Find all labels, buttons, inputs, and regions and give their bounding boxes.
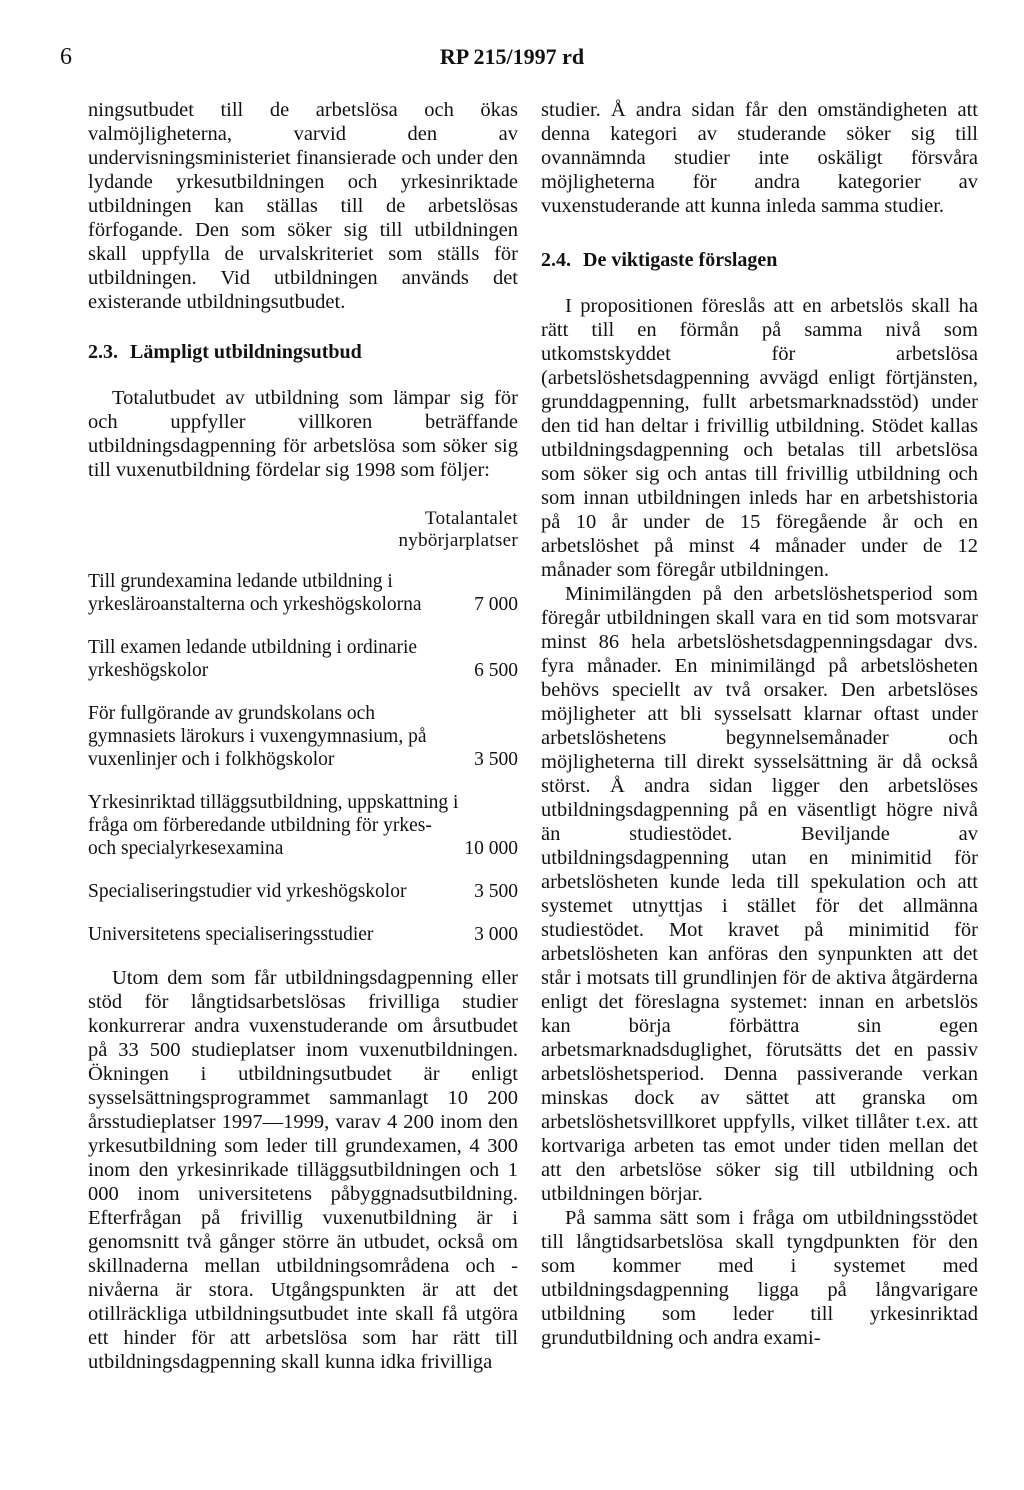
row-label-line: Yrkesinriktad tilläggsutbildning, uppskattning i [88, 792, 459, 813]
row-value: 6 500 [474, 660, 518, 681]
section-title: De viktigaste förslagen [583, 249, 778, 271]
right-column [541, 98, 978, 1350]
section-heading-2-3 [88, 340, 518, 364]
table-row [88, 791, 518, 860]
table-row [88, 702, 518, 771]
row-value: 7 000 [474, 594, 518, 615]
row-label-line: yrkesläroanstalterna och yrkeshögskolorna [88, 594, 422, 615]
row-label-line: Specialiseringstudier vid yrkeshögskolor [88, 881, 407, 902]
table-header [88, 508, 518, 552]
table-row [88, 880, 518, 903]
section-title: Lämpligt utbildningsutbud [130, 341, 362, 363]
row-value: 3 500 [474, 749, 518, 770]
section-number: 2.4. [541, 249, 571, 271]
intro-paragraph: ningsutbudet till de arbetslösa och ökas valmöjligheterna, varvid den av undervisningsministeriet finansierade och under den lydande yrkesutbildningen och yrkesinriktade utbildningen kan ställas till de arbetslösas förfogande. Den som söker sig till utbildningen skall uppfylla de urvalskriteriet som ställs för utbildningen. Vid utbildningen används det existerande utbildningsutbudet. [88, 99, 518, 313]
page-header-title: RP 215/1997 rd [439, 44, 585, 69]
section-number: 2.3. [88, 341, 118, 363]
row-label-line: gymnasiets lärokurs i vuxengymnasium, på [88, 726, 427, 747]
row-label-line: och specialyrkesexamina [88, 838, 284, 859]
row-label-line: fråga om förberedande utbildning för yrkes- [88, 815, 432, 836]
row-value: 10 000 [464, 838, 518, 859]
row-label-line: Till grundexamina ledande utbildning i [88, 571, 393, 592]
section-paragraph: Totalutbudet av utbildning som lämpar sig för och uppfyller villkoren beträffande utbildningsdagpenning för arbetslösa som söker sig till vuxenutbildning fördelar sig 1998 som följer: [88, 387, 518, 481]
continuation-paragraph: studier. Å andra sidan får den omständigheten att denna kategori av studerande söker sig till ovannämnda studier inte oskäligt försvåra möjligheterna för andra kategorier av vuxenstuderande att kunna inleda samma studier. [541, 99, 978, 217]
enrollment-table [88, 570, 518, 946]
row-label-line: Universitetens specialiseringsstudier [88, 924, 374, 945]
closing-paragraph: Utom dem som får utbildningsdagpenning eller stöd för långtidsarbetslösas frivilliga studier konkurrerar andra vuxenstuderande om årsutbudet på 33 500 studieplatser inom vuxenutbildningen. Ökningen i utbildningsutbudet är enligt sysselsättningsprogrammet sammanlagt 10 200 årsstudieplatser 1997—1999, varav 4 200 inom den yrkesutbildning som leder till grundexamen, 4 300 inom den yrkesinrikade tilläggsutbildningen och 1 000 inom universitetens påbyggnadsutbildning. Efterfrågan på frivillig vuxenutbildning är i genomsnitt två gånger större än utbudet, också om skillnaderna mellan utbildningsområdena och -nivåerna är stora. Utgångspunkten är att det otillräckliga utbildningsutbudet inte skall få utgöra ett hinder för att arbetslösa som har rätt till utbildningsdagpenning skall kunna idka frivilliga [88, 967, 518, 1373]
table-header-line: Totalantalet [424, 508, 518, 529]
row-value: 3 500 [474, 881, 518, 902]
section-heading-2-4 [541, 248, 978, 272]
row-label-line: vuxenlinjer och i folkhögskolor [88, 749, 335, 770]
body-paragraph: Minimilängden på den arbetslöshetsperiod som föregår utbildningen skall vara en tid som motsvarar minst 86 hela arbetslöshetsdagpenningsdagar dvs. fyra månader. En minimilängd på arbetslösheten behövs speciellt av två orsaker. Den arbetslöses möjligheter att bli sysselsatt klarnar oftast under arbetslöshetens begynnelsemånader och möjligheterna till direkt sysselsättning är då också störst. Å andra sidan ligger den arbetslöses utbildningsdagpenning på en väsentligt högre nivå än studiestödet. Beviljande av utbildningsdagpenning utan en minimitid för arbetslösheten kunde leda till spekulation och att systemet utnyttjas i stället för det allmänna studiestödet. Mot kravet på minimitid för arbetslösheten kan anföras den synpunkten att det står i motsats till grundlinjen för de aktiva åtgärderna enligt det föreslagna systemet: innan en arbetslös kan börja förbättra sin egen arbetsmarknadsduglighet, förutsätts det en passiv arbetslöshetsperiod. Denna passiverande verkan minskas dock av sättet att granska om arbetslöshetsvillkoret uppfylls, vilket tillåter t.ex. att kortvariga arbeten tas emot under tiden mellan det att den arbetslöse söker sig till utbildning och utbildningen börjar. [541, 583, 978, 1205]
row-label-line: yrkeshögskolor [88, 660, 209, 681]
table-row [88, 923, 518, 946]
body-paragraph: På samma sätt som i fråga om utbildningsstödet till långtidsarbetslösa skall tyngdpunkten för den som kommer med i systemet med utbildningsdagpenning ligga på långvarigare utbildning som leder till yrkesinriktad grundutbildning och andra exami- [541, 1207, 978, 1349]
row-label-line: Till examen ledande utbildning i ordinarie [88, 637, 418, 658]
page-number: 6 [60, 44, 72, 70]
left-column [88, 98, 518, 1374]
table-row [88, 636, 518, 682]
table-row [88, 570, 518, 616]
row-value: 3 000 [474, 924, 518, 945]
body-paragraph: I propositionen föreslås att en arbetslös skall ha rätt till en förmån på samma nivå som utkomstskyddet för arbetslösa (arbetslöshetsdagpenning avvägd enligt förtjänsten, grunddagpenning, fullt arbetsmarknadsstöd) under den tid han deltar i frivillig utbildning. Stödet kallas utbildningsdagpenning och betalas till arbetslösa som söker sig och antas till frivillig utbildning och som innan utbildningen inleds har en arbetshistoria på 10 år under de 15 föregående år och en arbetslöshet på minst 4 månader under de 12 månader som föregår utbildningen. [541, 295, 978, 581]
table-header-line: nybörjarplatser [398, 530, 518, 551]
row-label-line: För fullgörande av grundskolans och [88, 703, 376, 724]
